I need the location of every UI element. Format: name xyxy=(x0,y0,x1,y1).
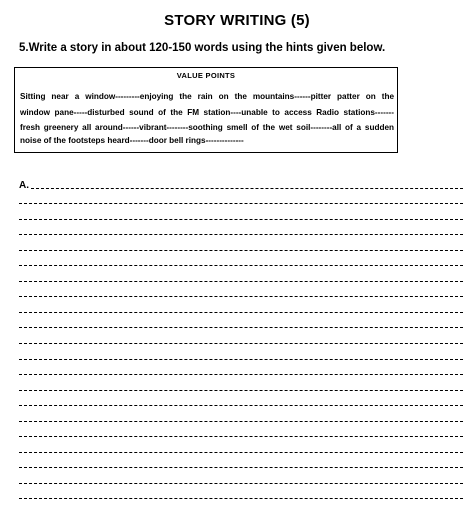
answer-writing-line[interactable] xyxy=(19,359,463,360)
question-prompt: 5.Write a story in about 120-150 words using the hints given below. xyxy=(19,42,386,54)
answer-writing-line[interactable] xyxy=(19,421,463,422)
value-point-line: Sitting near a window---------enjoying the rain on the mountains------pitter patter on the xyxy=(20,92,394,101)
answer-writing-line[interactable] xyxy=(19,498,463,499)
answer-writing-line[interactable] xyxy=(19,452,463,453)
answer-writing-line[interactable] xyxy=(19,343,463,344)
value-point-line: fresh greenery all around------vibrant--------soothing smell of the wet soil--------all of a sudden xyxy=(20,123,394,132)
worksheet-title: STORY WRITING (5) xyxy=(164,12,310,29)
answer-writing-line[interactable] xyxy=(19,203,463,204)
answer-writing-line[interactable] xyxy=(19,296,463,297)
answer-writing-line[interactable] xyxy=(19,483,463,484)
answer-writing-line[interactable] xyxy=(31,188,463,189)
answer-writing-line[interactable] xyxy=(19,390,463,391)
value-point-line: window pane-----disturbed sound of the FM station----unable to access Radio stations------- xyxy=(20,108,394,117)
answer-writing-line[interactable] xyxy=(19,250,463,251)
answer-writing-line[interactable] xyxy=(19,281,463,282)
value-points-heading: VALUE POINTS xyxy=(176,71,236,80)
value-point-line: noise of the footsteps heard-------door bell rings-------------- xyxy=(20,136,244,145)
answer-writing-line[interactable] xyxy=(19,219,463,220)
answer-writing-line[interactable] xyxy=(19,265,463,266)
answer-writing-line[interactable] xyxy=(19,374,463,375)
answer-writing-line[interactable] xyxy=(19,327,463,328)
answer-writing-line[interactable] xyxy=(19,436,463,437)
answer-writing-line[interactable] xyxy=(19,234,463,235)
value-points-box xyxy=(14,67,398,153)
answer-writing-line[interactable] xyxy=(19,467,463,468)
answer-label: A. xyxy=(19,180,29,191)
answer-writing-line[interactable] xyxy=(19,312,463,313)
answer-writing-line[interactable] xyxy=(19,405,463,406)
